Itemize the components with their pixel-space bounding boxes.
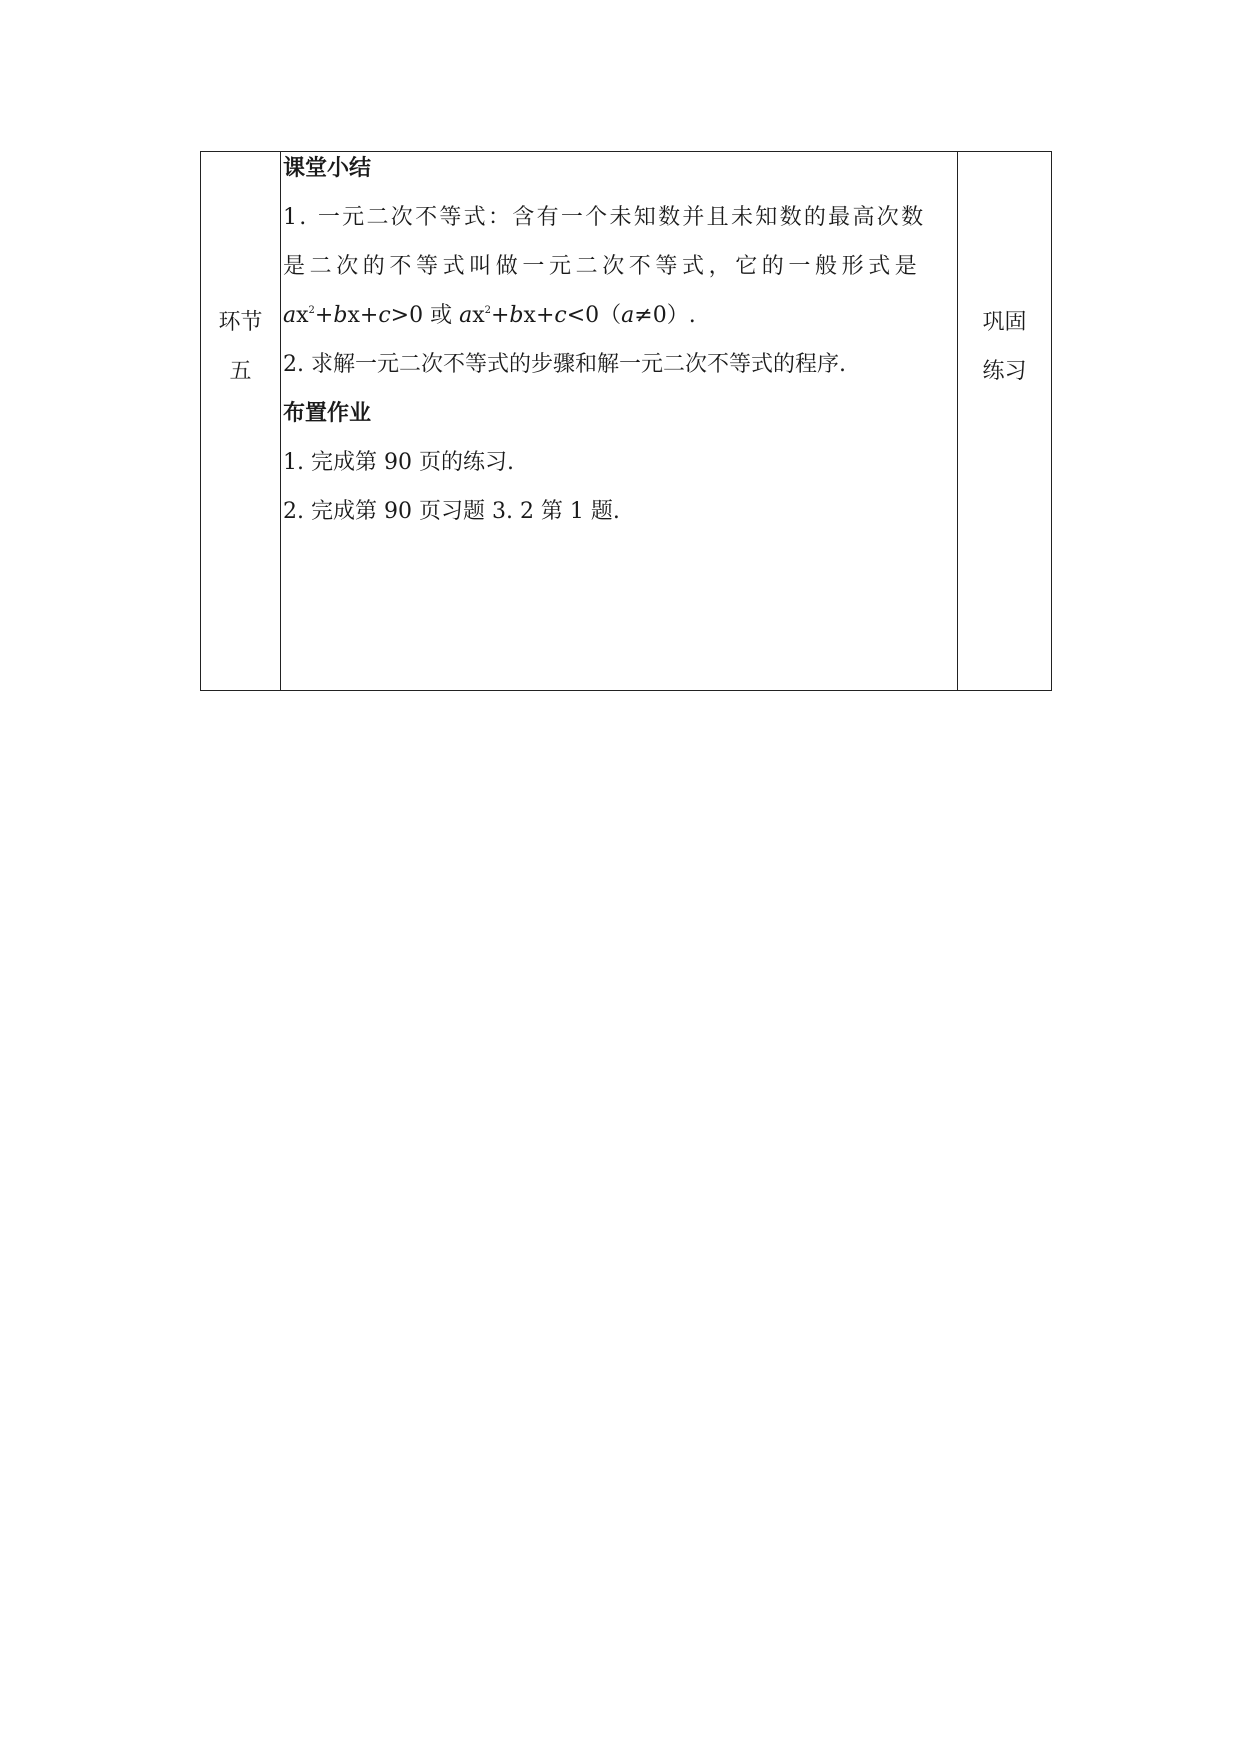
formula-a: a xyxy=(459,303,473,328)
formula-a: a xyxy=(621,303,635,328)
homework-heading: 布置作业 xyxy=(283,401,372,426)
formula-b: b xyxy=(509,303,524,328)
homework-item1: 1. 完成第 90 页的练习. xyxy=(283,450,514,475)
formula-exponent: 2 xyxy=(484,305,491,316)
formula-x: x xyxy=(523,303,536,328)
formula-x: x xyxy=(347,303,360,328)
summary-item2: 2. 求解一元二次不等式的步骤和解一元二次不等式的程序. xyxy=(283,352,846,377)
formula-plus: + xyxy=(359,303,379,328)
formula-gt-zero: >0 或 xyxy=(390,303,460,328)
summary-heading: 课堂小结 xyxy=(283,156,372,181)
formula-plus: + xyxy=(314,303,334,328)
formula-ne-zero: ≠0）. xyxy=(634,303,696,328)
purpose-label-line2: 练习 xyxy=(982,359,1027,384)
stage-label-line2: 五 xyxy=(229,359,252,384)
formula-c: c xyxy=(554,303,567,328)
formula-a: a xyxy=(283,303,297,328)
lesson-plan-table xyxy=(200,151,1052,691)
general-form-formula xyxy=(283,291,957,340)
formula-b: b xyxy=(333,303,348,328)
stage-label-line1: 环节 xyxy=(218,310,263,335)
purpose-label-line1: 巩固 xyxy=(982,310,1027,335)
formula-lt-zero: <0（ xyxy=(566,303,622,328)
summary-item1-line1: 1. 一元二次不等式：含有一个未知数并且未知数的最高次数 xyxy=(283,205,926,230)
formula-x: x xyxy=(296,303,309,328)
formula-plus: + xyxy=(535,303,555,328)
summary-item1-line2: 是二次的不等式叫做一元二次不等式，它的一般形式是 xyxy=(283,254,922,279)
formula-plus: + xyxy=(490,303,510,328)
content-cell xyxy=(281,152,958,691)
formula-c: c xyxy=(378,303,391,328)
stage-cell xyxy=(201,152,281,691)
formula-x: x xyxy=(472,303,485,328)
table-row xyxy=(201,152,1052,691)
formula-exponent: 2 xyxy=(308,305,315,316)
purpose-cell xyxy=(958,152,1052,691)
homework-item2: 2. 完成第 90 页习题 3. 2 第 1 题. xyxy=(283,499,620,524)
